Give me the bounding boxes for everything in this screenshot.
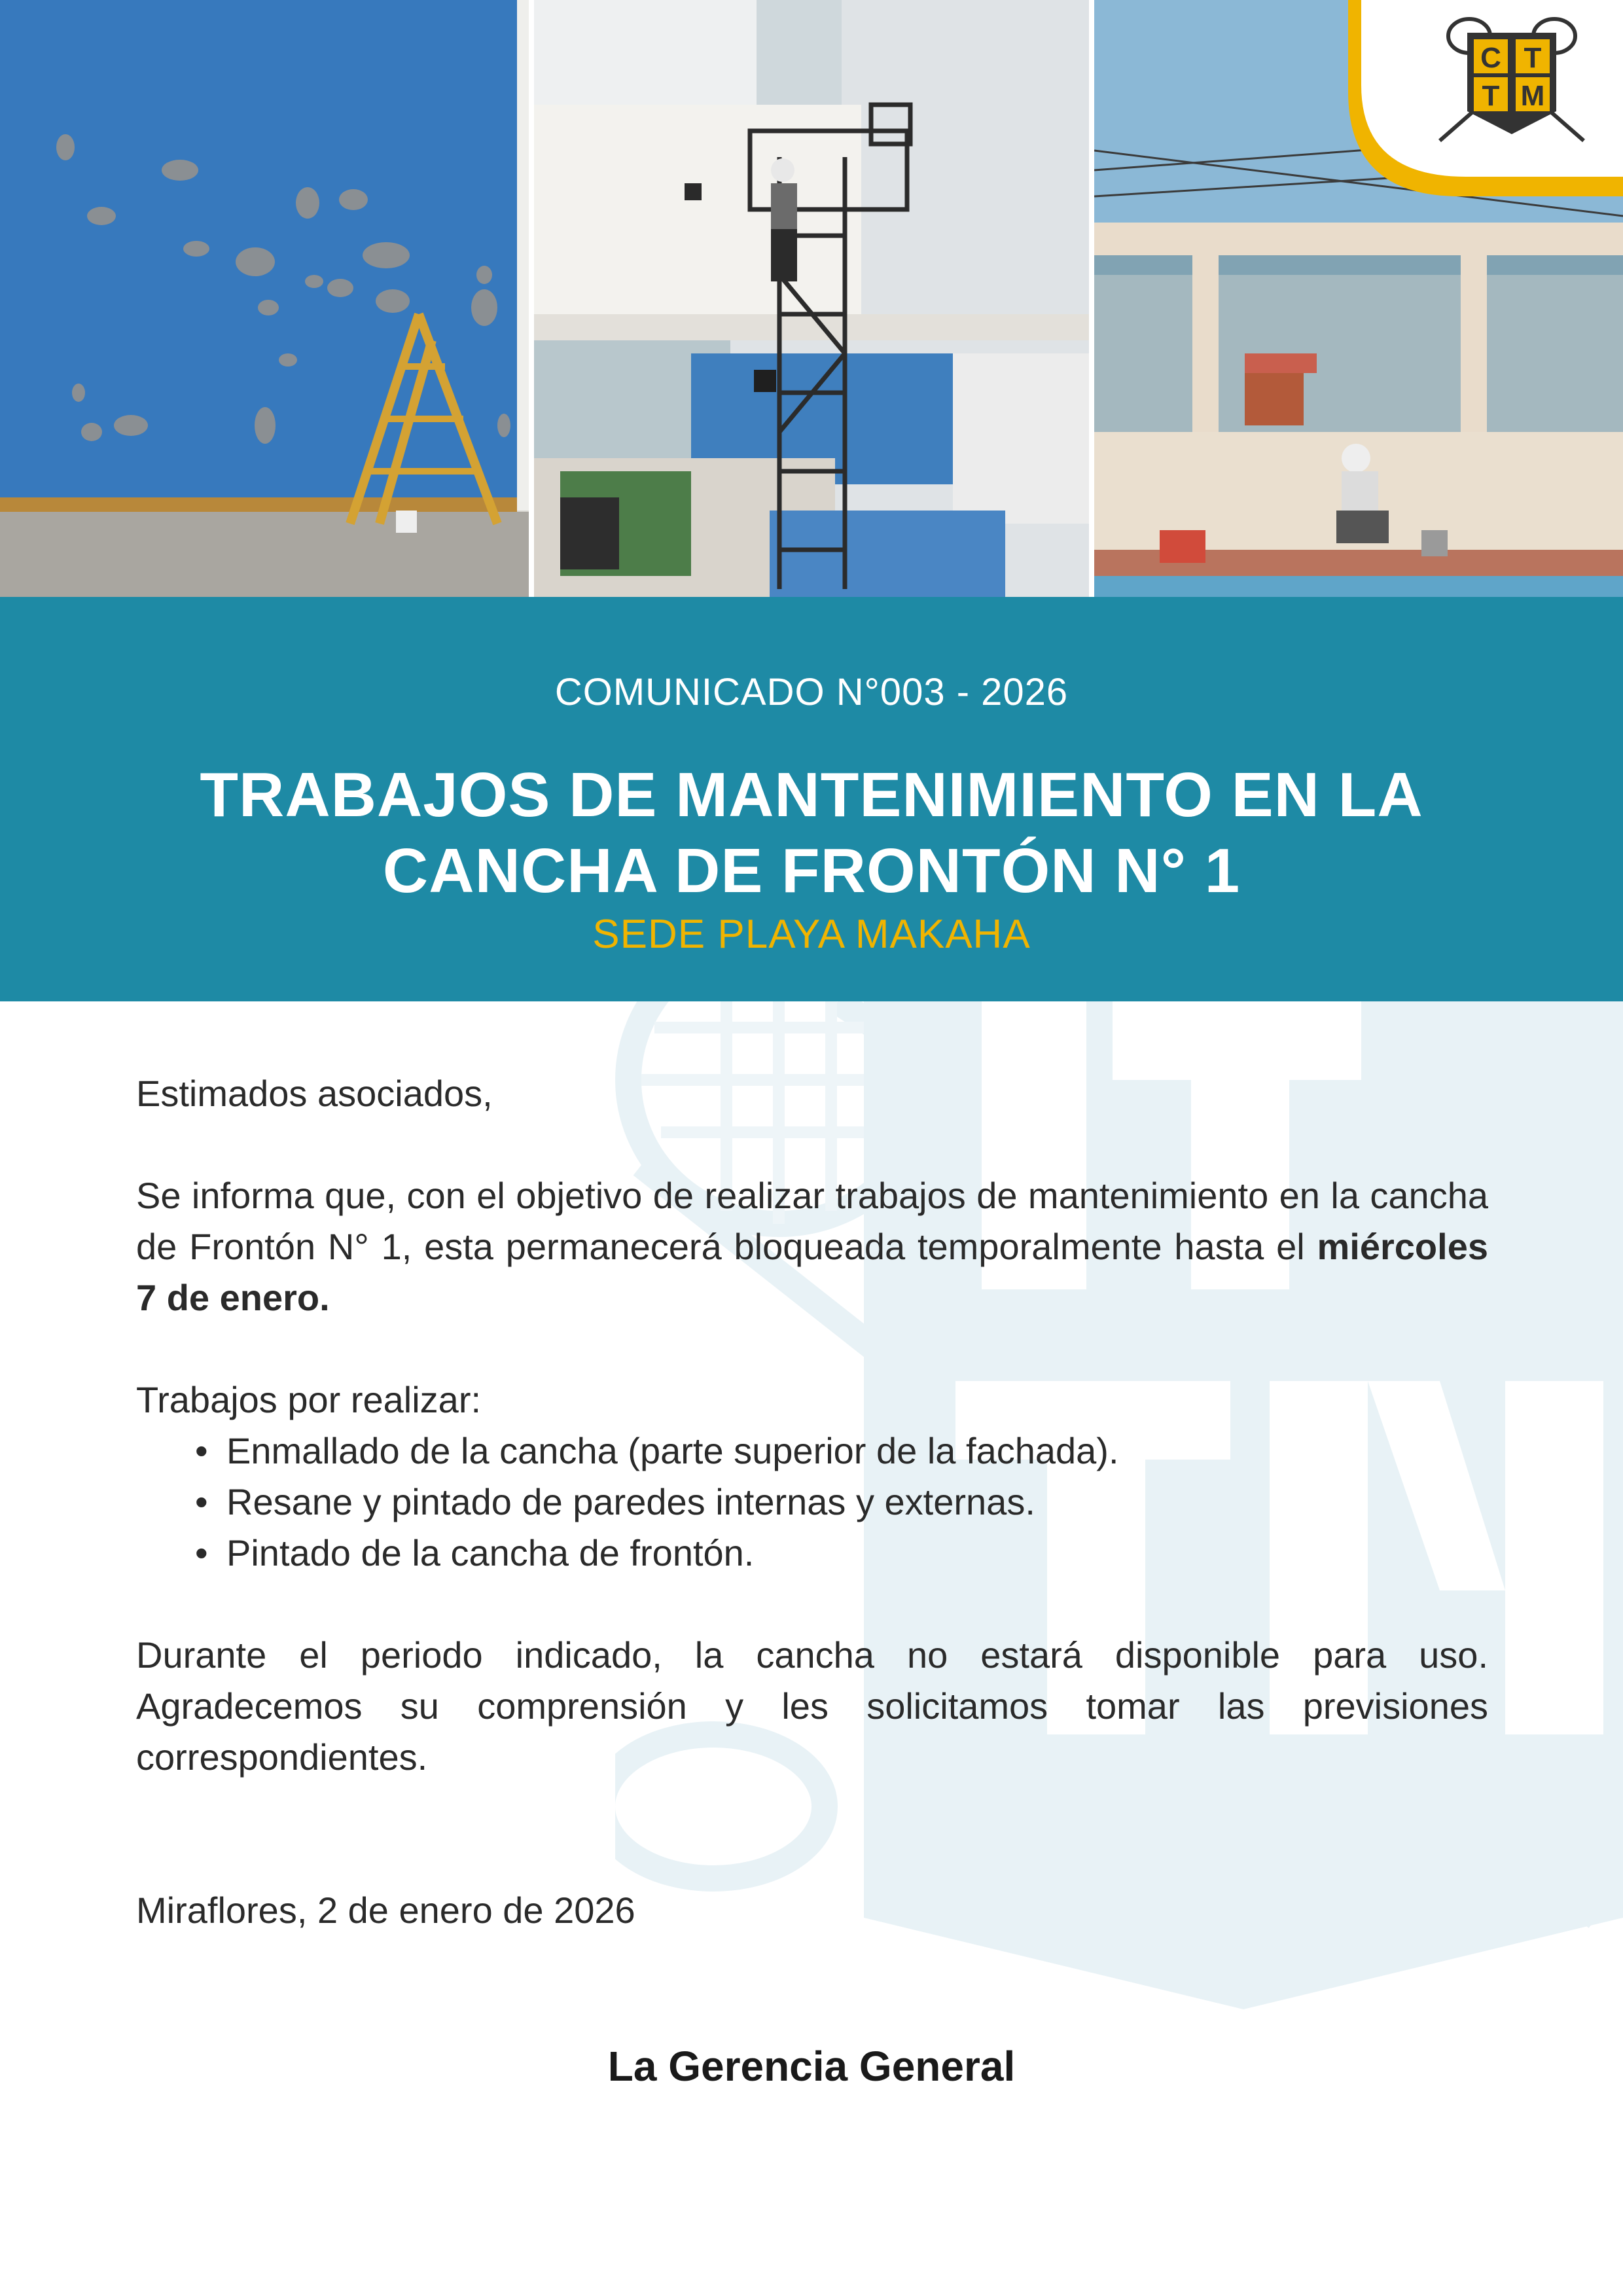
cttm-logo — [1322, 0, 1623, 196]
greeting: Estimados asociados, — [136, 1073, 493, 1114]
svg-text:M: M — [1520, 80, 1545, 112]
works-list — [136, 1426, 1488, 1579]
deadline-date: miércoles 7 de enero. — [136, 1226, 1488, 1318]
works-heading: Trabajos por realizar: — [136, 1379, 482, 1420]
page-title: TRABAJOS DE MANTENIMIENTO EN LA CANCHA DE FRONTÓN N° 1 — [200, 760, 1423, 906]
svg-text:T: T — [1524, 42, 1542, 74]
place-date: Miraflores, 2 de enero de 2026 — [136, 1890, 635, 1931]
svg-text:T: T — [1482, 80, 1500, 112]
works-list-item: • Enmallado de la cancha (parte superior de la fachada). — [188, 1426, 1488, 1477]
intro-text: Se informa que, con el objetivo de realizar trabajos de mantenimiento en la cancha de Frontón N° 1, esta permanecerá bloqueada temporalmente hasta el — [136, 1175, 1488, 1267]
signature: La Gerencia General — [607, 2043, 1016, 2090]
closing-paragraph: Durante el periodo indicado, la cancha no estará disponible para uso. Agradecemos su comprensión y les solicitamos tomar las previsiones correspondientes. — [136, 1634, 1488, 1778]
photo-scaffold-facade — [534, 0, 1089, 597]
intro-paragraph — [136, 1170, 1488, 1323]
communique-number: COMUNICADO N°003 - 2026 — [554, 671, 1069, 713]
photo-damaged-wall — [0, 0, 529, 597]
svg-text:C: C — [1480, 42, 1501, 74]
header-band — [0, 597, 1623, 1001]
letter-body — [136, 1068, 1488, 1936]
works-list-item: • Resane y pintado de paredes internas y externas. — [188, 1477, 1488, 1528]
works-list-item: • Pintado de la cancha de frontón. — [188, 1528, 1488, 1579]
photo-strip — [0, 0, 1623, 597]
location-subtitle: SEDE PLAYA MAKAHA — [592, 912, 1031, 957]
